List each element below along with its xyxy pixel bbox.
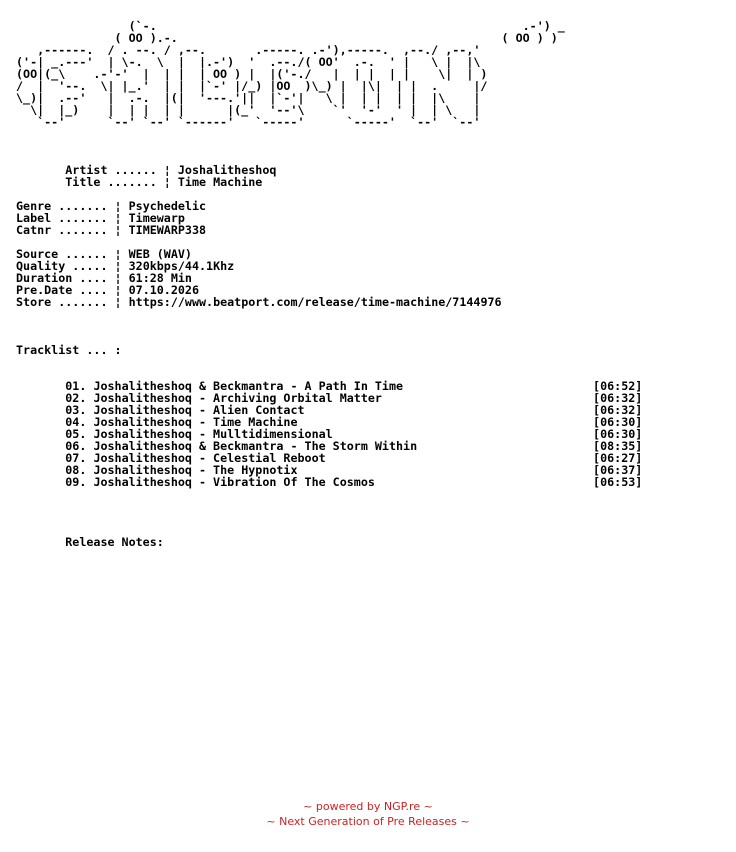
track-number: 08. xyxy=(65,463,87,477)
track-duration: [06:32] xyxy=(593,403,643,417)
duration-key: Duration .... xyxy=(16,271,108,285)
track-duration: [06:30] xyxy=(593,427,643,441)
track-title: Joshalitheshoq - Celestial Reboot xyxy=(93,451,326,465)
genre-value: Psychedelic xyxy=(128,199,207,213)
separator: ¦ xyxy=(163,163,171,177)
title-value: Time Machine xyxy=(177,175,263,189)
separator: ¦ xyxy=(114,247,122,261)
track-number: 05. xyxy=(65,427,87,441)
store-link: https://www.beatport.com/release/time-machine/7144976 xyxy=(128,295,502,309)
release-notes-heading: Release Notes: xyxy=(65,535,164,549)
track-title: Joshalitheshoq & Beckmantra - A Path In Time xyxy=(93,379,404,393)
separator: ¦ xyxy=(114,211,122,225)
predate-value: 07.10.2026 xyxy=(128,283,199,297)
artist-key: Artist ...... xyxy=(65,163,157,177)
title-key: Title ....... xyxy=(65,175,157,189)
track-number: 07. xyxy=(65,451,87,465)
store-key: Store ....... xyxy=(16,295,108,309)
predate-key: Pre.Date .... xyxy=(16,283,108,297)
tracklist-heading: Tracklist ... : xyxy=(16,343,122,357)
track-title: Joshalitheshoq - Archiving Orbital Matter xyxy=(93,391,382,405)
track-duration: [08:35] xyxy=(593,439,643,453)
quality-value: 320kbps/44.1Khz xyxy=(128,259,235,273)
ascii-logo: (`-. .-') _ ( OO ).-. ( OO ) ) ,------. / . --. / ,--. .-----. .-'),-----. ,--./ ,--,' ('-| _.---' | \-. \ | |.-') ' .--./( OO' .-. ' | \ | |\ (OO|(_\ .-'-' | | | | OO ) | |('-./ | | | | | \| | ) / | '--. \| |_.' | | |`-' |/_) |OO )\_) | |\| | | . |/ \_)| .--' | .-. |(| '---.'|| |`-'| \ | | | | | |\ | \| |_) | | | | | |(_' '--'\ `' '-' ' | | \ | `--' `--' `--' `------' `-----' `-----' `--' `--' xyxy=(16,19,565,129)
track-number: 01. xyxy=(65,379,87,393)
source-key: Source ...... xyxy=(16,247,108,261)
track-title: Joshalitheshoq - The Hypnotix xyxy=(93,463,298,477)
separator: ¦ xyxy=(114,223,122,237)
track-title: Joshalitheshoq - Mulltidimensional xyxy=(93,427,333,441)
track-duration: [06:32] xyxy=(593,391,643,405)
separator: ¦ xyxy=(163,175,171,189)
artist-value: Joshalitheshoq xyxy=(177,163,277,177)
quality-key: Quality ..... xyxy=(16,259,108,273)
label-value: Timewarp xyxy=(128,211,185,225)
track-number: 02. xyxy=(65,391,87,405)
duration-value: 61:28 Min xyxy=(128,271,192,285)
track-row xyxy=(16,476,642,488)
genre-key: Genre ....... xyxy=(16,199,108,213)
separator: ¦ xyxy=(114,283,122,297)
track-duration: [06:53] xyxy=(593,475,643,489)
track-duration: [06:30] xyxy=(593,415,643,429)
track-title: Joshalitheshoq - Time Machine xyxy=(93,415,298,429)
track-title: Joshalitheshoq & Beckmantra - The Storm Within xyxy=(93,439,418,453)
label-key: Label ....... xyxy=(16,211,108,225)
catnr-key: Catnr ....... xyxy=(16,223,108,237)
catnr-value: TIMEWARP338 xyxy=(128,223,207,237)
track-number: 06. xyxy=(65,439,87,453)
nfo-text xyxy=(16,20,642,548)
track-duration: [06:27] xyxy=(593,451,643,465)
track-duration: [06:37] xyxy=(593,463,643,477)
track-number: 09. xyxy=(65,475,87,489)
separator: ¦ xyxy=(114,295,122,309)
source-value: WEB (WAV) xyxy=(128,247,192,261)
track-duration: [06:52] xyxy=(593,379,643,393)
footer-tagline: ~ Next Generation of Pre Releases ~ xyxy=(266,815,470,828)
track-number: 03. xyxy=(65,403,87,417)
track-title: Joshalitheshoq - Alien Contact xyxy=(93,403,305,417)
separator: ¦ xyxy=(114,271,122,285)
footer-powered-by: ~ powered by NGP.re ~ xyxy=(303,800,433,813)
separator: ¦ xyxy=(114,199,122,213)
track-number: 04. xyxy=(65,415,87,429)
separator: ¦ xyxy=(114,259,122,273)
track-title: Joshalitheshoq - Vibration Of The Cosmos xyxy=(93,475,375,489)
tracklist xyxy=(16,380,642,488)
